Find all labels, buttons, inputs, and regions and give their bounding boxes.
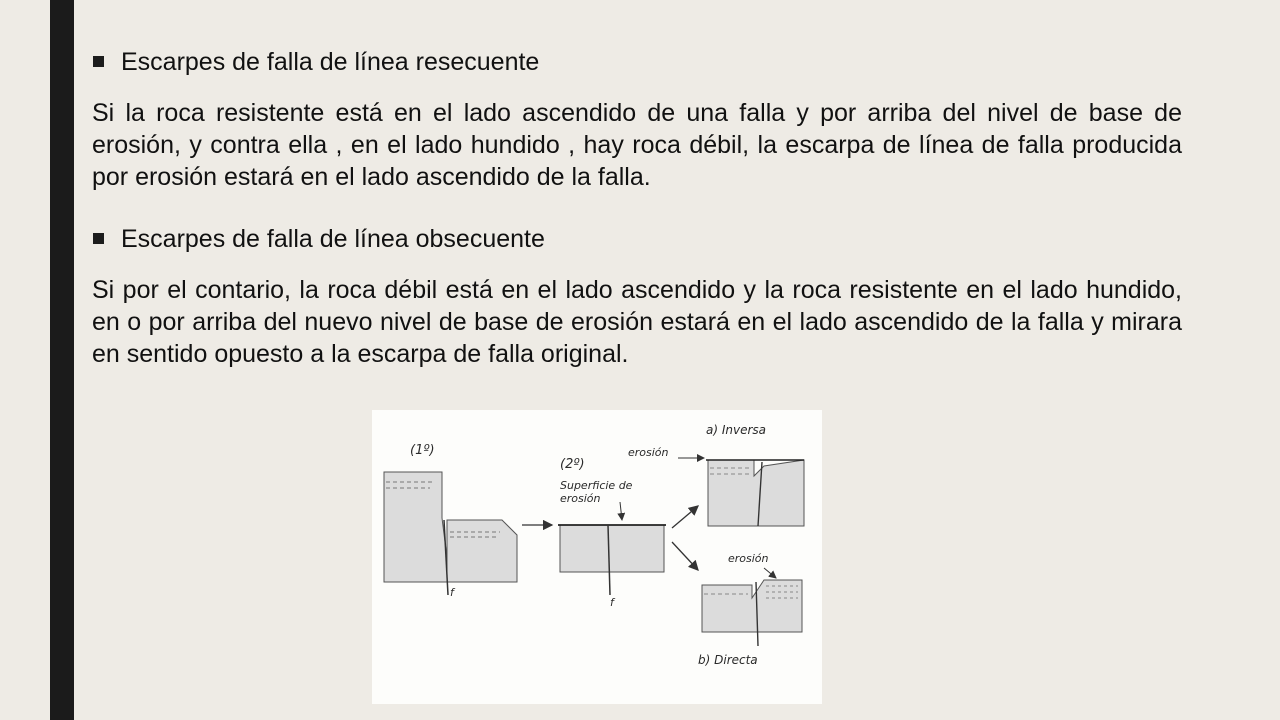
arrow-to-inversa	[672, 506, 698, 528]
block-inversa	[678, 458, 804, 526]
bullet-square-icon	[93, 233, 104, 244]
arrow-to-directa	[672, 542, 698, 570]
bullet-text: Escarpes de falla de línea obsecuente	[121, 225, 545, 253]
left-accent-bar	[50, 0, 74, 720]
label-erosion-b: erosión	[728, 552, 769, 565]
bullet-square-icon	[93, 56, 104, 67]
block-directa	[702, 568, 802, 646]
bullet-item-obsecuente	[93, 224, 545, 254]
bullet-item-resecuente	[93, 47, 539, 77]
fault-scarp-diagram	[372, 410, 822, 704]
diagram-svg	[372, 410, 822, 704]
paragraph-obsecuente: Si por el contario, la roca débil está en el lado ascendido y la roca resistente en el lado hundido, en o por arriba del nuevo nivel de base de erosión estará en el lado ascendido de la falla y mirara en sentido opuesto a la escarpa de falla original.	[92, 276, 1182, 368]
paragraph-resecuente: Si la roca resistente está en el lado ascendido de una falla y por arriba del nivel de base de erosión, y contra ella , en el lado hundido , hay roca débil, la escarpa de línea de falla producida por erosión estará en el lado ascendido de la falla.	[92, 99, 1182, 191]
label-stage-1: (1º)	[410, 443, 435, 458]
label-erosion-a: erosión	[628, 446, 669, 459]
label-stage-2: (2º)	[560, 457, 585, 472]
label-inversa: a) Inversa	[706, 423, 767, 437]
stage2-block	[558, 502, 666, 595]
bullet-text: Escarpes de falla de línea resecuente	[121, 48, 540, 76]
label-superficie-line2: erosión	[560, 492, 601, 505]
label-fault-2: f	[610, 596, 614, 609]
label-superficie-line1: Superficie de	[560, 479, 633, 492]
label-fault-1: f	[450, 586, 454, 599]
label-directa: b) Directa	[698, 653, 758, 667]
stage1-block	[384, 472, 517, 595]
